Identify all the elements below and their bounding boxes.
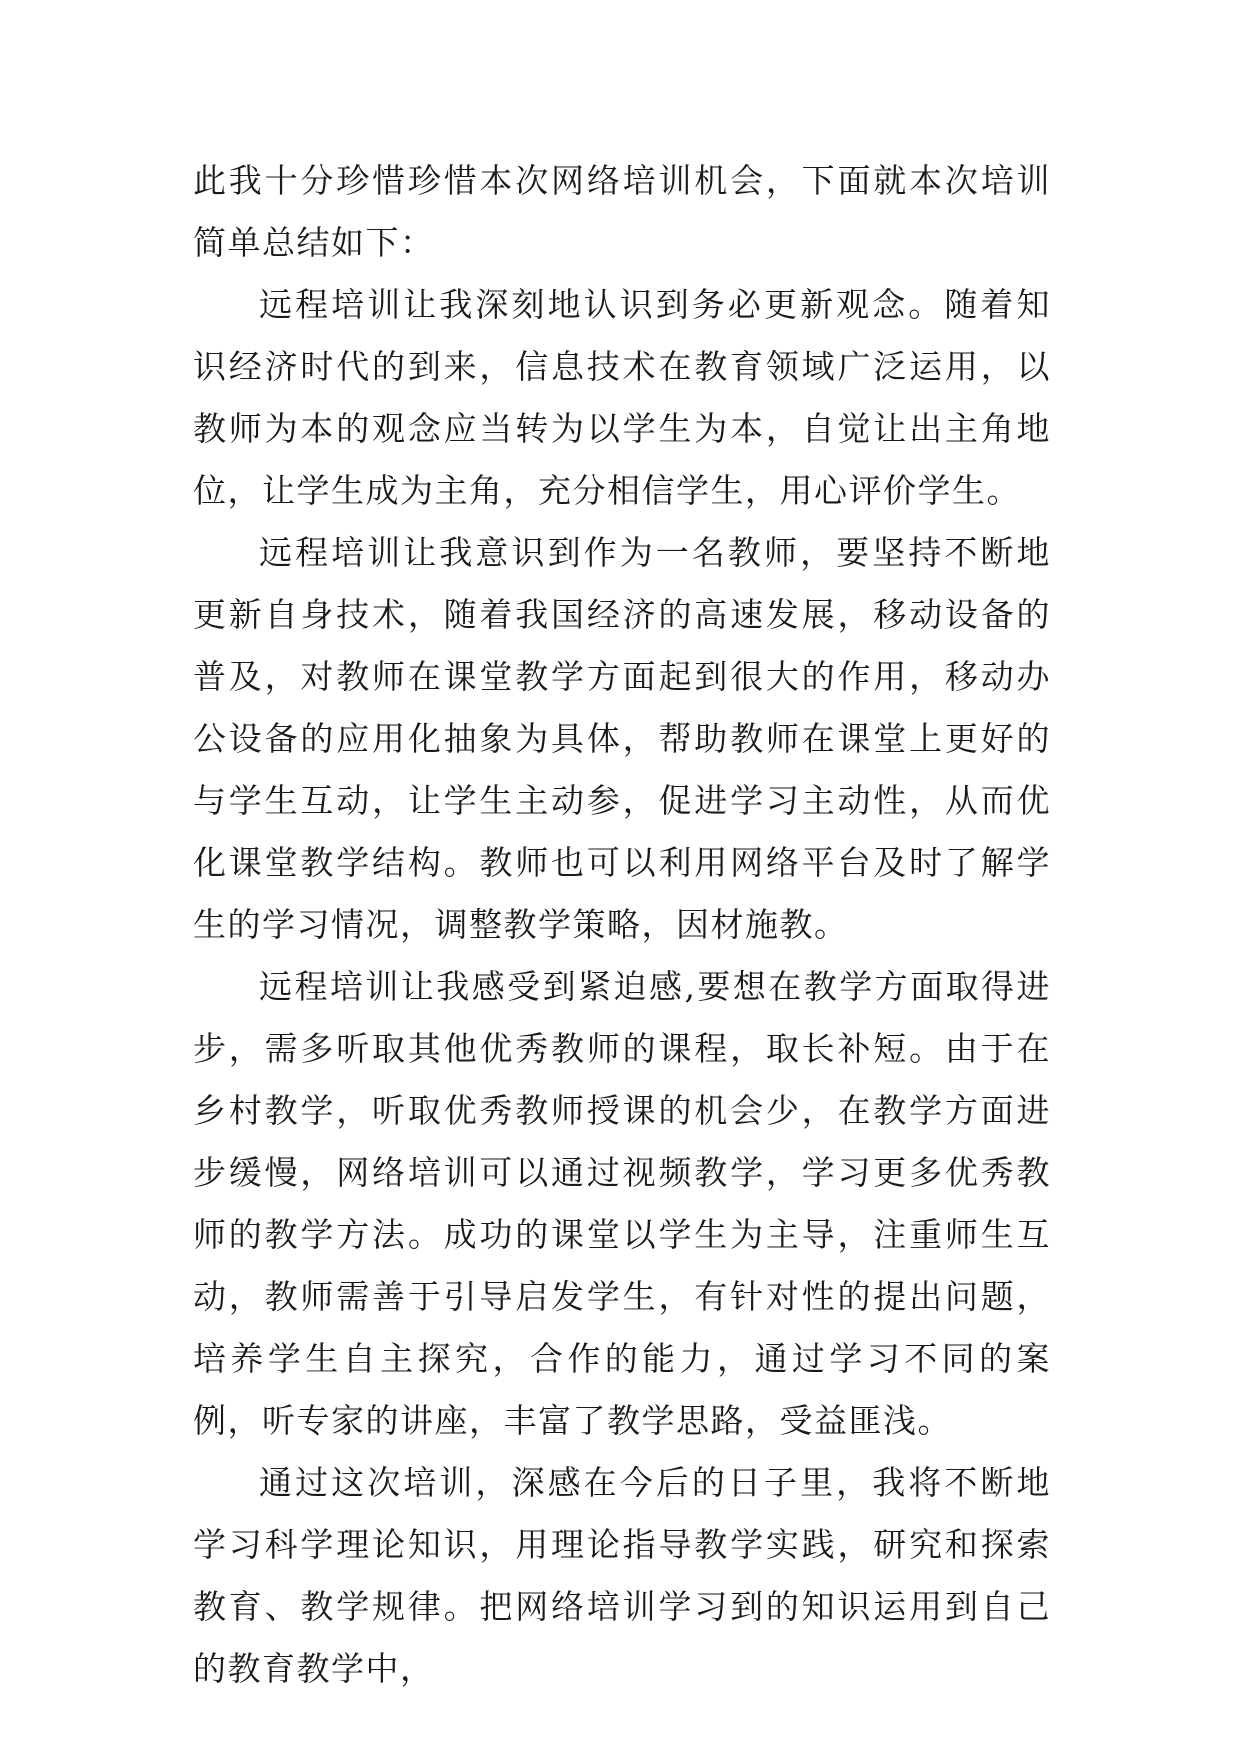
- paragraph-4: 远程培训让我感受到紧迫感,要想在教学方面取得进步，需多听取其他优秀教师的课程，取长补短。由于在乡村教学，听取优秀教师授课的机会少，在教学方面进步缓慢，网络培训可以通过视频教学，学习更多优秀教师的教学方法。成功的课堂以学生为主导，注重师生互动，教师需善于引导启发学生，有针对性的提出问题，培养学生自主探究，合作的能力，通过学习不同的案例，听专家的讲座，丰富了教学思路，受益匪浅。: [193, 967, 1051, 1440]
- paragraph-1: 此我十分珍惜珍惜本次网络培训机会，下面就本次培训简单总结如下：: [193, 161, 1051, 262]
- paragraph-3: 远程培训让我意识到作为一名教师，要坚持不断地更新自身技术，随着我国经济的高速发展，移动设备的普及，对教师在课堂教学方面起到很大的作用，移动办公设备的应用化抽象为具体，帮助教师在课堂上更好的与学生互动，让学生主动参，促进学习主动性，从而优化课堂教学结构。教师也可以利用网络平台及时了解学生的学习情况，调整教学策略，因材施教。: [193, 533, 1051, 944]
- paragraph-2: 远程培训让我深刻地认识到务必更新观念。随着知识经济时代的到来，信息技术在教育领域广泛运用，以教师为本的观念应当转为以学生为本，自觉让出主角地位，让学生成为主角，充分相信学生，用心评价学生。: [193, 285, 1051, 510]
- document-body: [193, 150, 1051, 1700]
- paragraph-5: 通过这次培训，深感在今后的日子里，我将不断地学习科学理论知识，用理论指导教学实践，研究和探索教育、教学规律。把网络培训学习到的知识运用到自己的教育教学中，: [193, 1463, 1051, 1688]
